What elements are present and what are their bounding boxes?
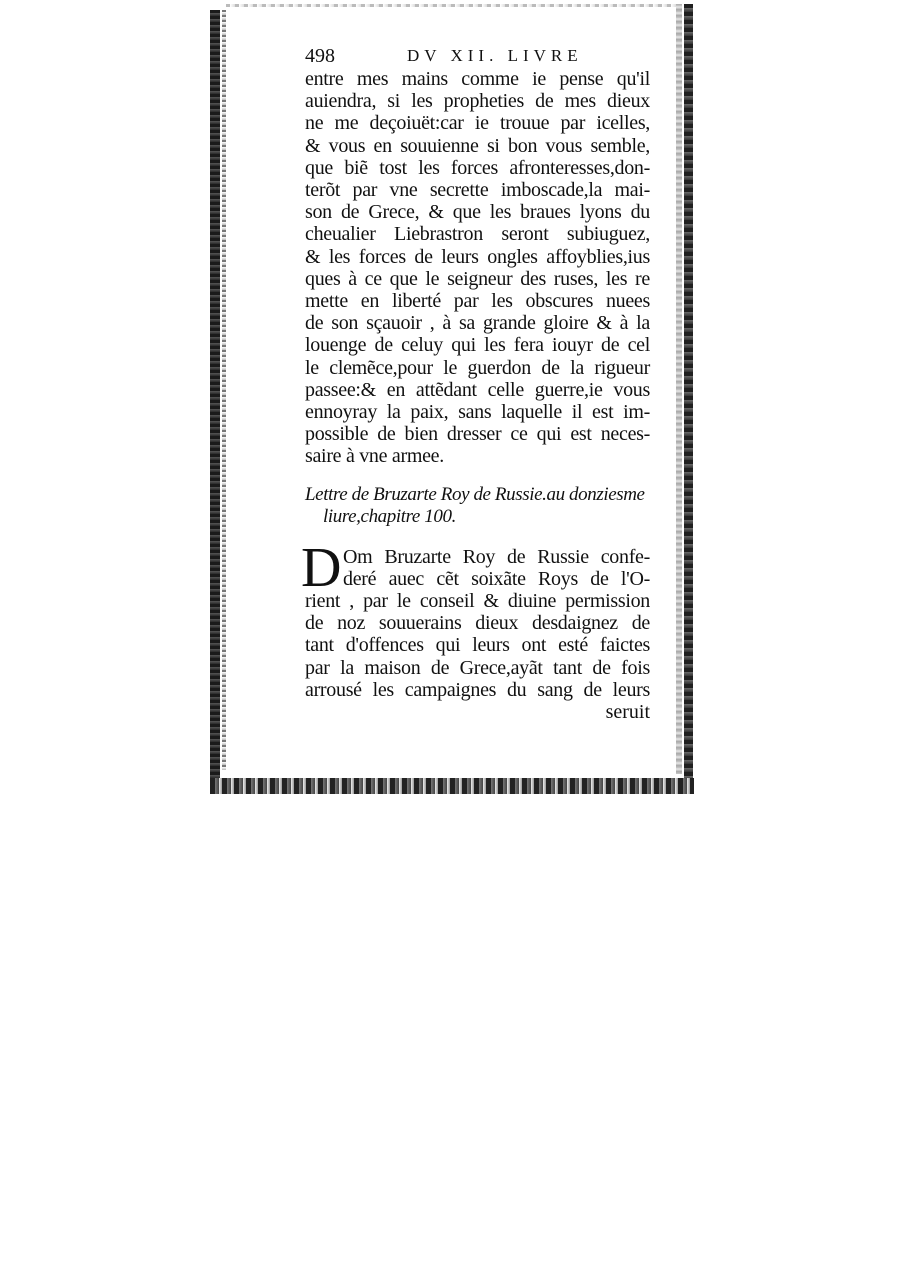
text-line: ennoyray la paix, sans laquelle il est im- bbox=[305, 401, 650, 424]
text-line: & vous en souuienne si bon vous semble, bbox=[305, 134, 650, 157]
body-paragraph bbox=[305, 68, 650, 468]
text-line: tant d'offences qui leurs ont esté faictes bbox=[305, 634, 650, 657]
running-head: DV XII. LIVRE bbox=[407, 46, 583, 65]
scan-right-edge bbox=[684, 4, 693, 779]
scan-right-inner-edge bbox=[676, 4, 682, 774]
text-line: possible de bien dresser ce qui est neces- bbox=[305, 423, 650, 446]
page-number: 498 bbox=[305, 45, 335, 67]
drop-cap-initial: D bbox=[301, 536, 342, 599]
text-line: de noz souuerains dieux desdaignez de bbox=[305, 612, 650, 635]
page-header bbox=[305, 44, 650, 68]
text-line: cheualier Liebrastron seront subiuguez, bbox=[305, 223, 650, 246]
text-line: par la maison de Grece,ayãt tant de fois bbox=[305, 656, 650, 679]
text-line: son de Grece, & que les braues lyons du bbox=[305, 201, 650, 224]
section-heading bbox=[305, 484, 650, 528]
text-line: que biẽ tost les forces afronteresses,don- bbox=[305, 156, 650, 179]
scan-left-edge bbox=[210, 10, 220, 780]
text-line: le clemẽce,pour le guerdon de la rigueur bbox=[305, 356, 650, 379]
text-line: louenge de celuy qui les fera iouyr de cel bbox=[305, 334, 650, 357]
scan-left-inner-edge bbox=[222, 10, 226, 770]
text-line: mette en liberté par les obscures nuees bbox=[305, 290, 650, 313]
text-line: de son sçauoir , à sa grande gloire & à la bbox=[305, 312, 650, 335]
scan-bottom-edge bbox=[210, 778, 694, 794]
scan-top-edge bbox=[226, 4, 676, 7]
section-heading-line: Lettre de Bruzarte Roy de Russie.au donziesme bbox=[305, 483, 645, 505]
text-line: arrousé les campaignes du sang de leurs bbox=[305, 678, 650, 701]
text-line: auiendra, si les propheties de mes dieux bbox=[305, 90, 650, 113]
text-line: terõt par vne secrette imboscade,la mai- bbox=[305, 179, 650, 202]
text-line: rient , par le conseil & diuine permission bbox=[305, 590, 650, 613]
text-line: ques à ce que le seigneur des ruses, les re bbox=[305, 267, 650, 290]
text-line: deré auec cẽt soixãte Roys de l'O- bbox=[343, 567, 650, 590]
catchword: seruit bbox=[605, 701, 650, 724]
text-line: & les forces de leurs ongles affoyblies,ius bbox=[305, 245, 650, 268]
text-line: ne me deçoiuët:car ie trouue par icelles, bbox=[305, 112, 650, 135]
text-line: passee:& en attẽdant celle guerre,ie vous bbox=[305, 378, 650, 401]
section-heading-line: liure,chapitre 100. bbox=[323, 505, 456, 527]
text-line: entre mes mains comme ie pense qu'il bbox=[305, 68, 650, 90]
page-text-block bbox=[301, 44, 650, 724]
text-line: Om Bruzarte Roy de Russie confe- bbox=[343, 545, 650, 568]
letter-paragraph bbox=[301, 536, 650, 724]
text-line: saire à vne armee. bbox=[305, 445, 444, 468]
